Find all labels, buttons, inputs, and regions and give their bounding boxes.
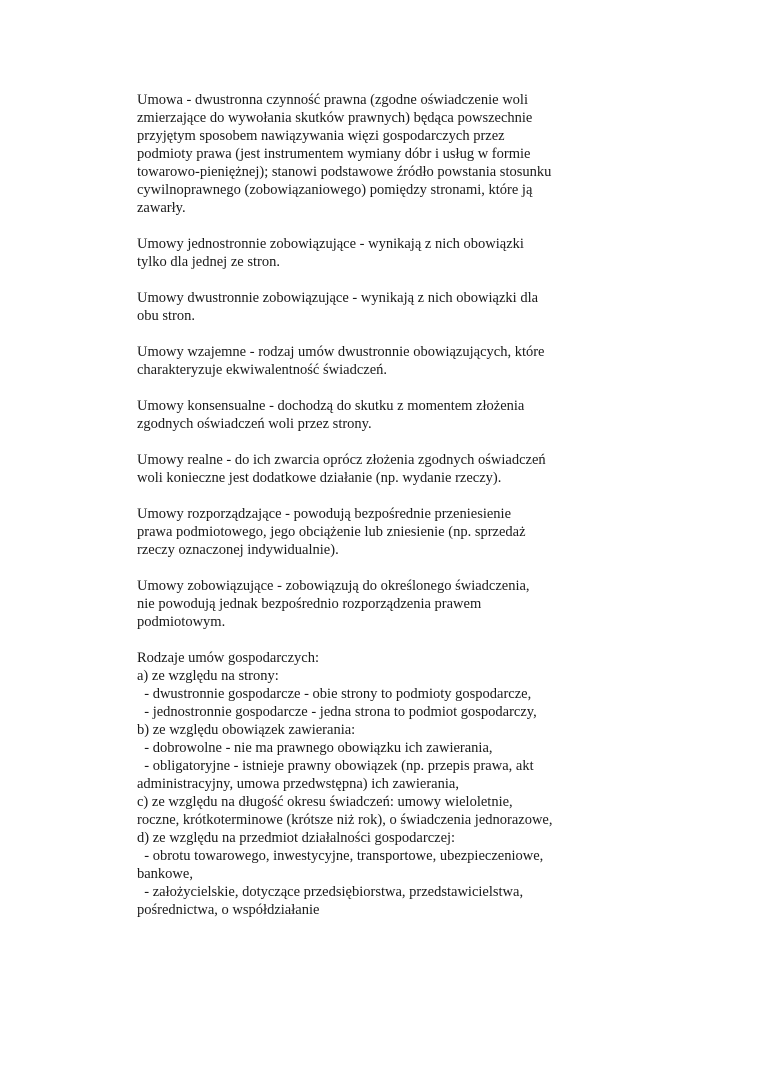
paragraph	[137, 289, 597, 325]
text-line: d) ze względu na przedmiot działalności gospodarczej:	[137, 830, 456, 846]
text-line: Umowy dwustronnie zobowiązujące - wynikają z nich obowiązki dla	[137, 290, 539, 306]
paragraph	[137, 343, 597, 379]
text-line: Umowa - dwustronna czynność prawna (zgodne oświadczenie woli	[137, 92, 528, 108]
text-line: - jednostronnie gospodarcze - jedna strona to podmiot gospodarczy,	[137, 704, 537, 720]
text-line: charakteryzuje ekwiwalentność świadczeń.	[137, 362, 388, 378]
text-line: Rodzaje umów gospodarczych:	[137, 650, 320, 666]
text-line: roczne, krótkoterminowe (krótsze niż rok), o świadczenia jednorazowe,	[137, 812, 553, 828]
text-line: obu stron.	[137, 308, 195, 324]
text-line: rzeczy oznaczonej indywidualnie).	[137, 542, 339, 558]
text-line: c) ze względu na długość okresu świadczeń: umowy wieloletnie,	[137, 794, 513, 810]
text-line: b) ze względu obowiązek zawierania:	[137, 722, 356, 738]
paragraph	[137, 91, 597, 217]
text-line: zgodnych oświadczeń woli przez strony.	[137, 416, 372, 432]
text-line: cywilnoprawnego (zobowiązaniowego) pomiędzy stronami, które ją	[137, 182, 533, 198]
text-line: - obrotu towarowego, inwestycyjne, transportowe, ubezpieczeniowe,	[137, 848, 544, 864]
paragraph	[137, 451, 597, 487]
text-line: Umowy jednostronnie zobowiązujące - wynikają z nich obowiązki	[137, 236, 524, 252]
paragraph	[137, 505, 597, 559]
text-line: administracyjny, umowa przedwstępna) ich zawierania,	[137, 776, 459, 792]
text-line: a) ze względu na strony:	[137, 668, 279, 684]
text-line: - dwustronnie gospodarcze - obie strony to podmioty gospodarcze,	[137, 686, 532, 702]
text-line: podmiotowym.	[137, 614, 226, 630]
text-line: - założycielskie, dotyczące przedsiębiorstwa, przedstawicielstwa,	[137, 884, 524, 900]
text-line: towarowo-pieniężnej); stanowi podstawowe źródło powstania stosunku	[137, 164, 552, 180]
text-line: Umowy wzajemne - rodzaj umów dwustronnie obowiązujących, które	[137, 344, 545, 360]
text-line: pośrednictwa, o współdziałanie	[137, 902, 320, 918]
paragraph	[137, 397, 597, 433]
text-line: - obligatoryjne - istnieje prawny obowiązek (np. przepis prawa, akt	[137, 758, 534, 774]
text-line: przyjętym sposobem nawiązywania więzi gospodarczych przez	[137, 128, 505, 144]
text-line: nie powodują jednak bezpośrednio rozporządzenia prawem	[137, 596, 482, 612]
paragraph	[137, 577, 597, 631]
text-line: prawa podmiotowego, jego obciążenie lub zniesienie (np. sprzedaż	[137, 524, 526, 540]
text-line: Umowy realne - do ich zwarcia oprócz złożenia zgodnych oświadczeń	[137, 452, 546, 468]
paragraph	[137, 235, 597, 271]
text-line: Umowy rozporządzające - powodują bezpośrednie przeniesienie	[137, 506, 512, 522]
text-line: zmierzające do wywołania skutków prawnych) będąca powszechnie	[137, 110, 533, 126]
text-line: tylko dla jednej ze stron.	[137, 254, 280, 270]
text-line: Umowy zobowiązujące - zobowiązują do określonego świadczenia,	[137, 578, 530, 594]
text-line: Umowy konsensualne - dochodzą do skutku z momentem złożenia	[137, 398, 525, 414]
text-line: zawarły.	[137, 200, 186, 216]
text-line: bankowe,	[137, 866, 193, 882]
text-line: podmioty prawa (jest instrumentem wymiany dóbr i usług w formie	[137, 146, 531, 162]
text-line: woli konieczne jest dodatkowe działanie (np. wydanie rzeczy).	[137, 470, 502, 486]
paragraph	[137, 649, 597, 919]
document-body	[137, 91, 597, 937]
text-line: - dobrowolne - nie ma prawnego obowiązku ich zawierania,	[137, 740, 493, 756]
